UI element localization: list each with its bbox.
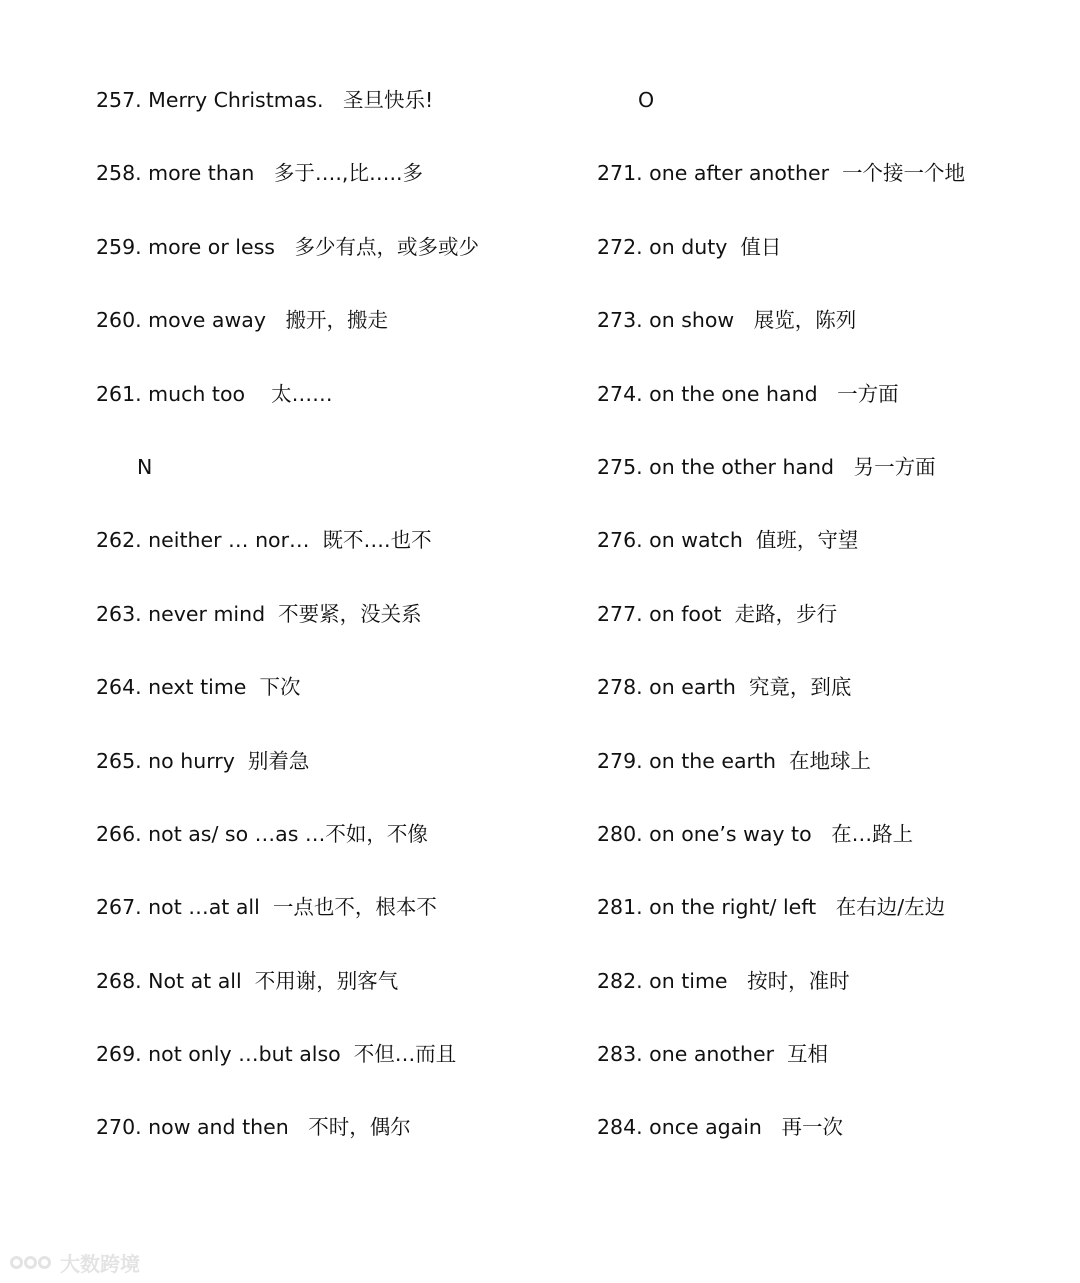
phrase-entry: 277. on foot 走路，步行	[597, 601, 838, 626]
phrase-entry: 284. once again 再一次	[597, 1115, 843, 1140]
phrase-entry: 281. on the right/ left 在右边/左边	[597, 895, 946, 920]
phrase-entry: 265. no hurry 别着急	[96, 748, 310, 773]
phrase-entry: 271. one after another 一个接一个地	[597, 161, 966, 186]
phrase-entry: 268. Not at all 不用谢，别客气	[96, 968, 399, 993]
phrase-entry: 282. on time 按时，准时	[597, 968, 850, 993]
phrase-entry: 262. neither … nor… 既不….也不	[96, 528, 432, 553]
phrase-entry: 276. on watch 值班，守望	[597, 528, 859, 553]
watermark-text: 大数跨境	[60, 1251, 140, 1276]
phrase-entry: 260. move away 搬开，搬走	[96, 308, 389, 333]
phrase-entry: 270. now and then 不时，偶尔	[96, 1115, 411, 1140]
phrase-entry: 266. not as/ so …as …不如，不像	[96, 821, 428, 846]
phrase-entry: 279. on the earth 在地球上	[597, 748, 872, 773]
phrase-entry: 278. on earth 究竟，到底	[597, 675, 852, 700]
phrase-entry: 257. Merry Christmas. 圣旦快乐!	[96, 88, 434, 112]
phrase-entry: 275. on the other hand 另一方面	[597, 454, 936, 479]
phrase-entry: 274. on the one hand 一方面	[597, 381, 899, 406]
phrase-entry: 273. on show 展览，陈列	[597, 308, 857, 333]
section-letter-n: N	[137, 454, 153, 479]
watermark	[10, 1246, 140, 1278]
right-column	[597, 66, 1057, 1167]
phrase-entry: 267. not …at all 一点也不，根本不	[96, 895, 437, 920]
phrase-entry: 264. next time 下次	[96, 675, 301, 700]
phrase-entry: 280. on one’s way to 在…路上	[597, 821, 914, 846]
section-letter-o: O	[638, 88, 655, 112]
phrase-entry: 269. not only …but also 不但…而且	[96, 1042, 457, 1067]
phrase-entry: 272. on duty 值日	[597, 234, 782, 259]
phrase-entry: 261. much too 太……	[96, 381, 333, 406]
phrase-entry: 259. more or less 多少有点，或多或少	[96, 234, 479, 259]
watermark-logo-icon	[10, 1250, 54, 1274]
phrase-entry: 283. one another 互相	[597, 1042, 829, 1067]
left-column	[96, 66, 576, 1167]
phrase-entry: 258. more than 多于….,比…..多	[96, 161, 423, 186]
phrase-entry: 263. never mind 不要紧，没关系	[96, 601, 422, 626]
